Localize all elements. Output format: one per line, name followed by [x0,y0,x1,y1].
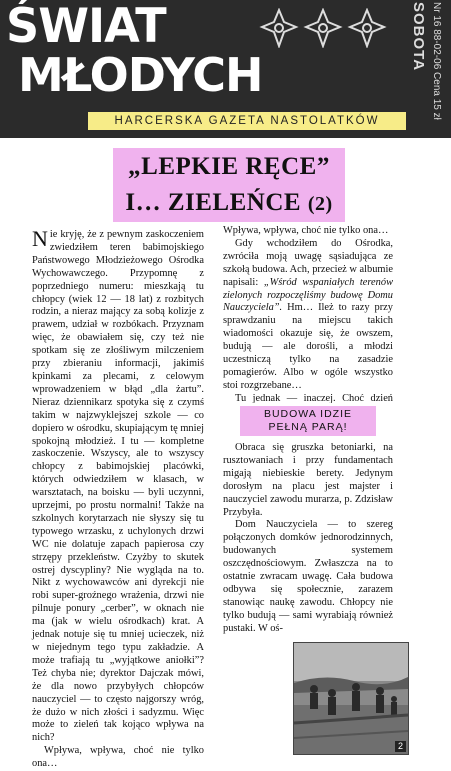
headline-line2 [113,188,345,219]
masthead-title-line1: ŚWIAT [6,0,166,54]
article-paragraph [32,745,204,771]
scout-cross-icon [306,10,340,46]
construction-site-photo [293,642,409,755]
article-left-paragraph-text: ie kryję, że z pewnym zaskoczeniem zwiedziłem teren babimojskiego Państwowego Młodzieżowego Ośrodka Wychowawczego. Przypomnę z poprzedniego numeru: mieszkają tu chłopcy (wiek 12 — 18 lat) z rozbitych rodzin, a nieraz mający za sobą kolizje z prawem, udział w rozbókach. Przyznam więc, że obawiałem się, czy też nie spotkam się ze złośliwym milczeniem przy zbieraniu informacji, jakimiś kpinkami za plecami, z celowym wprowadzeniem w błąd „dla żartu”. Nieraz dziennikarz spotyka się z czymś takim w najzwyklejszej szkole — co dopiero w ośrodku, skupiającym tę mniej spokojną młodzież. I tu — kompletne zaskoczenie. Wszyscy, ale to wszyscy chłopcy z babimojskiej placówki, których odwiedziłem w klasach, w warsztatach, na boisku — byli uczynni, uprzejmi, po prostu normalni! Także na szkolnych korytarzach nie słyszy się tu typowego wrzasku, z uchylonych drzwi WC nie dolatuje zapach papierosa czy strzępy przekleństw. Czyżby to skutek ostrej dyscypliny? Nie wygląda na to. Nikt z wychowawców ani dyrekcji nie robi super-groźnego wrażenia, drzwi nie pilnuje ponury „cerber”, w oknach nie ma (jak w wielu ośrodkach) krat. A jednak notuje się tu mniej ucieczek, niż w niejednym tego typu zakładzie. A może trafiają tu „wyjątkowe aniołki”? Też chyba nie; dyrektor Dajczak mówi, że dla nowo przybyłych chłopców nauczyciel — to często najgorszy wróg, że dużo w nich złości i sadyzmu. Więc może to zieleń tak kojąco wpływa na nich? [32,229,204,744]
article-right-p2-text-a: Gdy wchodziłem do Ośrodka, zwróciła moją uwagę sąsiadująca ze szkołą budowa. Ach, przecież w albumie napisali: [223,237,393,288]
masthead-day: SOBOTA [410,2,427,72]
headline-line1: „LEPKIE RĘCE” [128,153,330,180]
article-paragraph [223,238,393,393]
article-right-p1-text: Wpływa, wpływa, choć nie tylko ona… [223,225,389,236]
scout-crosses-emblem [258,8,388,48]
scout-cross-icon [262,10,296,46]
article-right-p3-text: Tu jednak — inaczej. Choć dzień [235,392,393,403]
photo-image [294,643,408,754]
subheading-box [240,406,376,436]
headline-line2-text: I… ZIELEŃCE [125,189,302,216]
masthead-issue: Nr 16 88-02-06 Cena 15 zł [431,2,442,120]
article-left-tail-text: Wpływa, wpływa, choć nie tylko ona… [32,745,204,770]
article-column-left [32,226,204,771]
masthead-title-line2: MŁODYCH [18,48,263,102]
article-paragraph [223,393,393,403]
article-right-p4-text: Obraca się gruszka betoniarki, na rusztowaniach i przy fundamentach migają niebieskie berety. Jedynym dorosłym na placu jest majster i nauczyciel zawodu murarza, p. Zdzisław Przybyła. [223,442,393,518]
article-right-p5-text: Dom Nauczyciela — to szereg połączonych domków jednorodzinnych, budowanych systemem oszczędnościowym. Zwłaszcza na to ostatnie zwracam uwagę. Cała budowa odbywa się społecznie, zarazem stanowiąc naukę zawodu. Chłopcy nie tylko budują — sami wyrabiają również pustaki. W oś- [223,519,393,634]
article-column-right-lower [223,442,393,638]
masthead-tagline: HARCERSKA GAZETA NASTOLATKÓW [114,115,380,127]
photo-number: 2 [395,741,406,752]
article-paragraph [32,226,204,745]
headline-part-number: (2) [307,193,333,215]
masthead [0,0,451,138]
scout-cross-icon [350,10,384,46]
article-paragraph [223,225,393,238]
article-column-right-upper [223,225,393,403]
masthead-issue-info [405,2,449,130]
dropcap: N [32,226,48,251]
album-quote: „Wśród wspaniałych terenów zielonych rozpoczęliśmy budowę Domu Nauczyciela”. [223,276,393,314]
article-paragraph [223,519,393,635]
article-right-p2-text-b: Hm… Ileż to razy przy sprawdzaniu na miejscu takich wiadomości okazuje się, że owszem, budują — ale dorośli, a młodzi uczestniczą tylko na zasadzie pomagierów. Albo w ogóle wszystko stoi rozgrzebane… [223,302,393,391]
subheading-line1: BUDOWA IDZIE [263,408,353,420]
headline-box [113,148,345,222]
masthead-tagline-bar [88,112,406,130]
subheading-line2: PEŁNĄ PARĄ! [268,421,348,433]
article-paragraph [223,442,393,519]
